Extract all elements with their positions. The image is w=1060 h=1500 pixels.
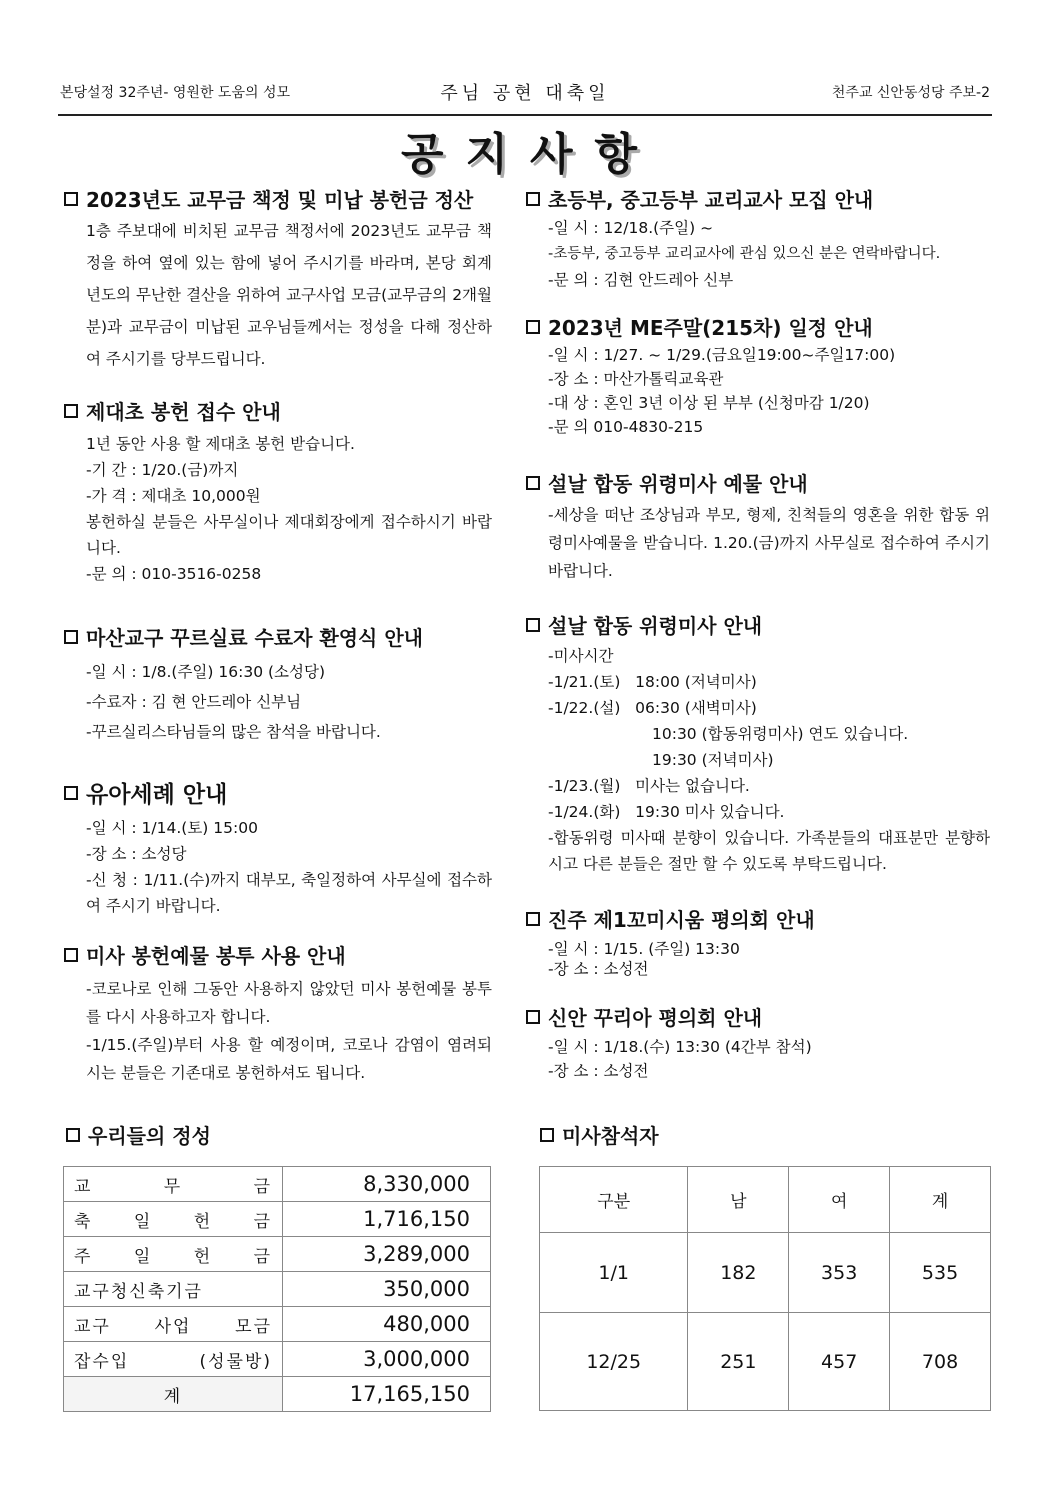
offering-row <box>64 1167 491 1202</box>
offering-row <box>64 1342 491 1377</box>
attendance-header-cell: 계 <box>890 1167 991 1233</box>
offering-value: 3,000,000 <box>283 1342 491 1377</box>
header-left: 본당설정 32주년- 영원한 도움의 성모 <box>60 85 291 101</box>
offering-label: 교 무 금 <box>64 1167 283 1202</box>
notice-section <box>526 312 990 439</box>
notice-section <box>64 776 492 919</box>
offering-value: 350,000 <box>283 1272 491 1307</box>
section-text: -일 시 : 1/27. ~ 1/29.(금요일19:00~주일17:00) <box>548 346 896 364</box>
attendance-title: 미사참석자 <box>540 1120 659 1149</box>
section-title: 2023년도 교무금 책정 및 미납 봉헌금 정산 <box>86 188 474 212</box>
offering-row <box>64 1307 491 1342</box>
attendance-cell: 182 <box>688 1233 789 1313</box>
section-text: -세상을 떠난 조상님과 부모, 형제, 친척들의 영혼을 위한 합동 위령미사예물을 받습니다. 1.20.(금)까지 사무실로 접수하여 주시기 바랍니다. <box>548 506 990 580</box>
attendance-row <box>540 1233 991 1313</box>
section-title: 신안 꾸리아 평의회 안내 <box>548 1006 763 1030</box>
attendance-header-cell: 남 <box>688 1167 789 1233</box>
section-text: -장 소 : 마산가톨릭교육관 <box>548 370 724 388</box>
checkbox-icon <box>64 192 78 206</box>
checkbox-icon <box>66 1128 80 1142</box>
offering-value: 1,716,150 <box>283 1202 491 1237</box>
notice-section <box>526 1002 990 1083</box>
section-text: -문 의 : 010-3516-0258 <box>86 565 262 583</box>
checkbox-icon <box>64 948 78 962</box>
checkbox-icon <box>526 1010 540 1024</box>
section-text: -1/22.(설) 06:30 (새벽미사) <box>548 699 757 717</box>
header-center: 주님 공현 대축일 <box>440 83 610 104</box>
checkbox-icon <box>64 630 78 644</box>
checkbox-icon <box>64 786 78 800</box>
attendance-header-row <box>540 1167 991 1233</box>
section-text: -미사시간 <box>548 647 614 665</box>
notice-section <box>64 622 492 747</box>
section-title: 유아세례 안내 <box>86 782 228 808</box>
attendance-cell: 457 <box>789 1313 890 1411</box>
offering-row <box>64 1377 491 1412</box>
section-text: -일 시 : 1/14.(토) 15:00 <box>86 819 258 837</box>
section-text: 19:30 (저녁미사) <box>652 751 774 769</box>
section-text: -장 소 : 소성당 <box>86 845 187 863</box>
offering-row <box>64 1272 491 1307</box>
offering-label: 교구 사업 모금 <box>64 1307 283 1342</box>
offering-label: 주 일 헌 금 <box>64 1237 283 1272</box>
checkbox-icon <box>540 1128 554 1142</box>
section-text: -장 소 : 소성전 <box>548 960 649 978</box>
checkbox-icon <box>526 618 540 632</box>
offering-label: 계 <box>64 1377 283 1412</box>
offering-value: 3,289,000 <box>283 1237 491 1272</box>
section-title: 2023년 ME주말(215차) 일정 안내 <box>548 316 873 340</box>
section-text: 1년 동안 사용 할 제대초 봉헌 받습니다. <box>86 435 355 453</box>
section-text: -일 시 : 1/15. (주일) 13:30 <box>548 940 740 958</box>
attendance-row <box>540 1313 991 1411</box>
section-text: -초등부, 중고등부 교리교사에 관심 있으신 분은 연락바랍니다. <box>548 246 941 262</box>
section-text: -수료자 : 김 현 안드레아 신부님 <box>86 693 302 711</box>
attendance-cell: 12/25 <box>540 1313 688 1411</box>
header-right: 천주교 신안동성당 주보-2 <box>831 85 990 101</box>
section-text: -1/15.(주일)부터 사용 할 예정이며, 코로나 감염이 염려되시는 분들은 기존대로 봉헌하셔도 됩니다. <box>86 1036 492 1082</box>
section-title: 제대초 봉헌 접수 안내 <box>86 400 281 424</box>
notice-section <box>64 940 492 1087</box>
notice-section <box>526 904 990 979</box>
section-title: 초등부, 중고등부 교리교사 모집 안내 <box>548 188 874 212</box>
notice-section <box>526 184 990 293</box>
section-text: -일 시 : 1/8.(주일) 16:30 (소성당) <box>86 663 325 681</box>
attendance-cell: 251 <box>688 1313 789 1411</box>
checkbox-icon <box>526 476 540 490</box>
section-text: -코로나로 인해 그동안 사용하지 않았던 미사 봉헌예물 봉투를 다시 사용하고자 합니다. <box>86 980 492 1026</box>
section-text: -일 시 : 12/18.(주일) ~ <box>548 219 714 237</box>
section-text: 1층 주보대에 비치된 교무금 책정서에 2023년도 교무금 책정을 하여 옆에 있는 함에 넣어 주시기를 바라며, 본당 회계년도의 무난한 결산을 위하여 교구사업 모금(교무금의 2개월분)과 교무금이 미납된 교우님들께서는 정성을 다해 정산하여 주시기를 당부드립니다. <box>86 222 492 368</box>
section-text: -1/21.(토) 18:00 (저녁미사) <box>548 673 757 691</box>
section-text: -1/23.(월) 미사는 없습니다. <box>548 777 750 795</box>
notice-section <box>526 610 990 877</box>
attendance-cell: 1/1 <box>540 1233 688 1313</box>
offerings-table <box>63 1166 491 1412</box>
offering-row <box>64 1202 491 1237</box>
section-text: -합동위령 미사때 분향이 있습니다. 가족분들의 대표분만 분향하시고 다른 분들은 절만 할 수 있도록 부탁드립니다. <box>548 829 990 873</box>
section-text: 10:30 (합동위령미사) 연도 있습니다. <box>652 725 909 743</box>
section-text: 봉헌하실 분들은 사무실이나 제대회장에게 접수하시기 바랍니다. <box>86 513 492 557</box>
section-text: -신 청 : 1/11.(수)까지 대부모, 축일정하여 사무실에 접수하여 주시기 바랍니다. <box>86 871 492 915</box>
section-text: -대 상 : 혼인 3년 이상 된 부부 (신청마감 1/20) <box>548 394 870 412</box>
section-title: 미사 봉헌예물 봉투 사용 안내 <box>86 944 346 968</box>
attendance-cell: 353 <box>789 1233 890 1313</box>
checkbox-icon <box>526 912 540 926</box>
offerings-title: 우리들의 정성 <box>66 1120 211 1149</box>
attendance-header-cell: 구분 <box>540 1167 688 1233</box>
checkbox-icon <box>526 192 540 206</box>
attendance-table <box>539 1166 991 1411</box>
notice-section <box>64 396 492 587</box>
section-text: -문 의 : 김현 안드레아 신부 <box>548 271 734 289</box>
offering-value: 480,000 <box>283 1307 491 1342</box>
section-title: 설날 합동 위령미사 안내 <box>548 614 763 638</box>
page-header <box>58 80 992 116</box>
section-title: 마산교구 꾸르실료 수료자 환영식 안내 <box>86 626 423 650</box>
checkbox-icon <box>526 320 540 334</box>
offering-label: 교구청신축기금 <box>64 1272 283 1307</box>
section-text: -기 간 : 1/20.(금)까지 <box>86 461 239 479</box>
offering-label: 축 일 헌 금 <box>64 1202 283 1237</box>
offering-row <box>64 1237 491 1272</box>
section-text: -문 의 010-4830-215 <box>548 418 704 436</box>
notice-section <box>526 468 990 585</box>
attendance-cell: 708 <box>890 1313 991 1411</box>
page-title: 공지사항 <box>400 129 659 180</box>
section-title: 진주 제1꼬미시움 평의회 안내 <box>548 908 815 932</box>
section-text: -장 소 : 소성전 <box>548 1062 649 1080</box>
section-title: 설날 합동 위령미사 예물 안내 <box>548 472 808 496</box>
checkbox-icon <box>64 404 78 418</box>
offering-value: 8,330,000 <box>283 1167 491 1202</box>
section-text: -1/24.(화) 19:30 미사 있습니다. <box>548 803 785 821</box>
attendance-header-cell: 여 <box>789 1167 890 1233</box>
offering-value: 17,165,150 <box>283 1377 491 1412</box>
section-text: -가 격 : 제대초 10,000원 <box>86 487 261 505</box>
attendance-cell: 535 <box>890 1233 991 1313</box>
offering-label: 잡수입 (성물방) <box>64 1342 283 1377</box>
notice-section <box>64 184 492 375</box>
section-text: -꾸르실리스타님들의 많은 참석을 바랍니다. <box>86 723 381 741</box>
section-text: -일 시 : 1/18.(수) 13:30 (4간부 참석) <box>548 1038 812 1056</box>
